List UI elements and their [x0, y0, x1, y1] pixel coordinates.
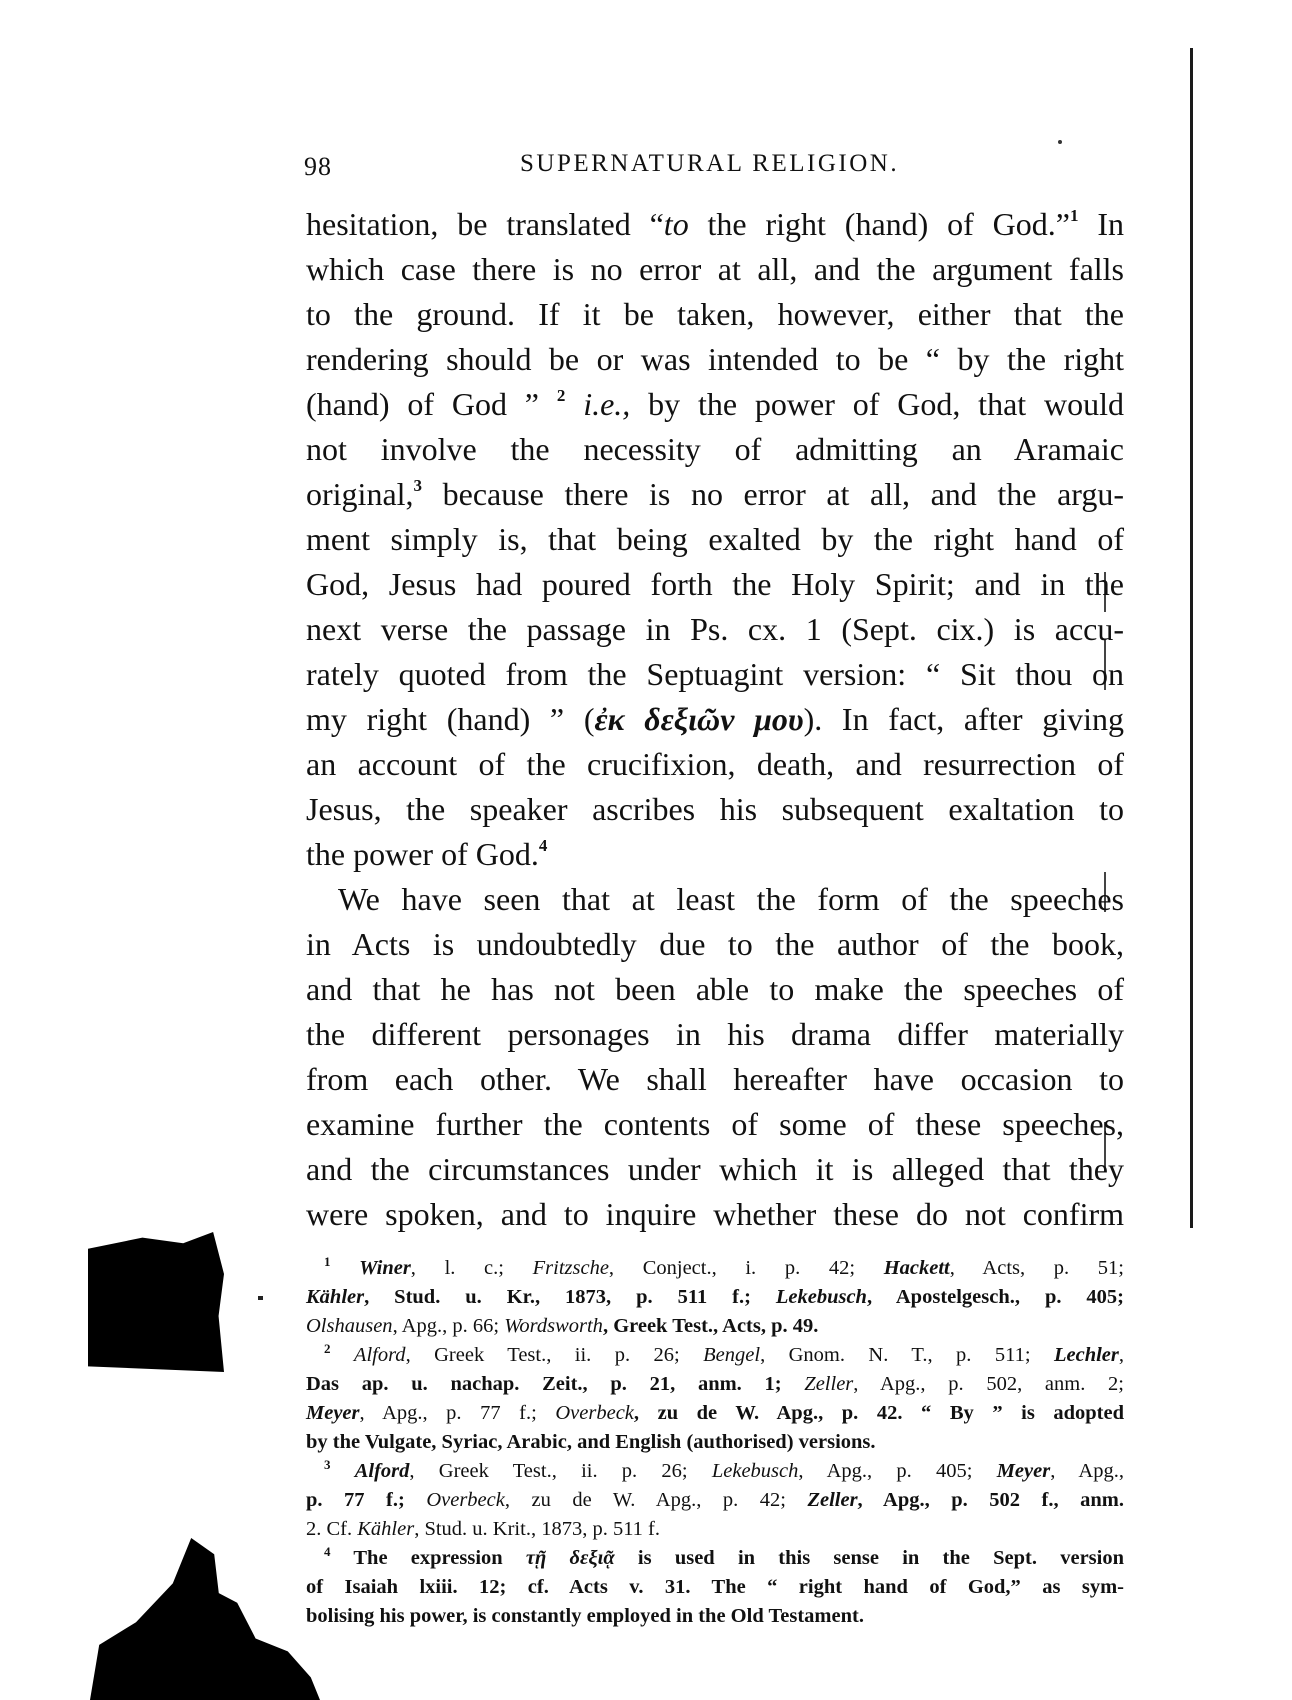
text-line: Jesus, the speaker ascribes his subsequent exaltation to	[306, 791, 1124, 827]
footnote-number: 3	[324, 1457, 331, 1472]
footnote-number: 1	[324, 1254, 331, 1269]
text-line: (hand) of God ” $^2$ i.e., by the power of God, that would	[306, 386, 1125, 422]
footnote-line: Das ap. u. nachap. Zeit., p. 21, anm. 1; Zeller, Apg., p. 502, anm. 2;	[306, 1373, 1124, 1395]
footnote-line: p. 77 f.; Overbeck, zu de W. Apg., p. 42; Zeller, Apg., p. 502 f., anm.	[306, 1489, 1124, 1511]
greek-phrase: ἐκ δεξιῶν μου	[594, 701, 804, 737]
text-line: from each other. We shall hereafter have occasion to	[306, 1061, 1124, 1097]
text-line: next verse the passage in Ps. cx. 1 (Sept. cix.) is accu-	[306, 611, 1124, 647]
page-number: 98	[304, 152, 332, 181]
scan-speck	[258, 1296, 263, 1300]
text-line: were spoken, and to inquire whether these do not confirm	[306, 1196, 1124, 1232]
text-line: which case there is no error at all, and the argument falls	[306, 251, 1124, 287]
text-line: the different personages in his drama differ materially	[306, 1016, 1124, 1052]
text-line: rately quoted from the Septuagint version: “ Sit thou on	[306, 656, 1124, 692]
footnote-line: 2. Cf. Kähler, Stud. u. Krit., 1873, p. 511 f.	[306, 1518, 661, 1540]
footnote-line: of Isaiah lxiii. 12; cf. Acts v. 31. The “ right hand of God,” as sym-	[306, 1576, 1124, 1598]
footnote-line: by the Vulgate, Syriac, Arabic, and English (authorised) versions.	[306, 1431, 876, 1453]
greek-phrase: τῇ δεξιᾷ	[525, 1547, 615, 1569]
page-edge-line	[1190, 48, 1193, 1228]
footnote-line: $^4$ The expression τῇ δεξιᾷ is used in this sense in the Sept. version	[324, 1544, 1124, 1569]
footnote-ref: 3	[413, 476, 423, 495]
footnote-ref: 2	[556, 386, 566, 405]
footnotes	[306, 1254, 1124, 1631]
text-line: an account of the crucifixion, death, and resurrection of	[306, 746, 1124, 782]
text-line: examine further the contents of some of these speeches,	[306, 1106, 1124, 1142]
footnote-ref: 1	[1070, 206, 1079, 225]
footnote-line: $^1$ Winer, l. c.; Fritzsche, Conject., i. p. 42; Hackett, Acts, p. 51;	[324, 1254, 1124, 1279]
text-line: my right (hand) ” (ἐκ δεξιῶν μου). In fact, after giving	[306, 701, 1125, 737]
footnote-ref: 4	[538, 836, 548, 855]
footnote-line: Meyer, Apg., p. 77 f.; Overbeck, zu de W. Apg., p. 42. “ By ” is adopted	[306, 1402, 1124, 1424]
text-line: in Acts is undoubtedly due to the author of the book,	[306, 926, 1124, 962]
footnote-line: $^3$ Alford, Greek Test., ii. p. 26; Lekebusch, Apg., p. 405; Meyer, Apg.,	[324, 1457, 1124, 1482]
text-line: to the ground. If it be taken, however, either that the	[306, 296, 1124, 332]
text-line: We have seen that at least the form of the speeches	[338, 881, 1124, 917]
text-line: God, Jesus had poured forth the Holy Spirit; and in the	[306, 566, 1124, 602]
footnote-number: 2	[324, 1341, 331, 1356]
footnote-line: Olshausen, Apg., p. 66; Wordsworth, Greek Test., Acts, p. 49.	[306, 1315, 819, 1337]
scan-blot	[90, 1538, 320, 1700]
footnote-line: bolising his power, is constantly employed in the Old Testament.	[306, 1605, 864, 1627]
footnote-line: Kähler, Stud. u. Kr., 1873, p. 511 f.; Lekebusch, Apostelgesch., p. 405;	[306, 1286, 1124, 1308]
footnote-number: 4	[324, 1544, 331, 1559]
specks	[1058, 140, 1062, 144]
text-line: the power of God.$^4$	[306, 836, 548, 872]
body-text	[306, 202, 1124, 1237]
text-line: rendering should be or was intended to be “ by the right	[306, 341, 1124, 377]
text-line: hesitation, be translated “to the right (hand) of God.”$^1$ In	[306, 206, 1125, 242]
footnote-line: $^2$ Alford, Greek Test., ii. p. 26; Bengel, Gnom. N. T., p. 511; Lechler,	[324, 1341, 1124, 1366]
text-line: original,$^3$ because there is no error at all, and the argu-	[306, 476, 1124, 512]
text-line: not involve the necessity of admitting an Aramaic	[306, 431, 1124, 467]
text-line: ment simply is, that being exalted by the right hand of	[306, 521, 1124, 557]
scan-blot	[88, 1232, 224, 1372]
text-line: and the circumstances under which it is alleged that they	[306, 1151, 1124, 1187]
running-title: SUPERNATURAL RELIGION.	[520, 150, 900, 177]
text-line: and that he has not been able to make the speeches of	[306, 971, 1124, 1007]
